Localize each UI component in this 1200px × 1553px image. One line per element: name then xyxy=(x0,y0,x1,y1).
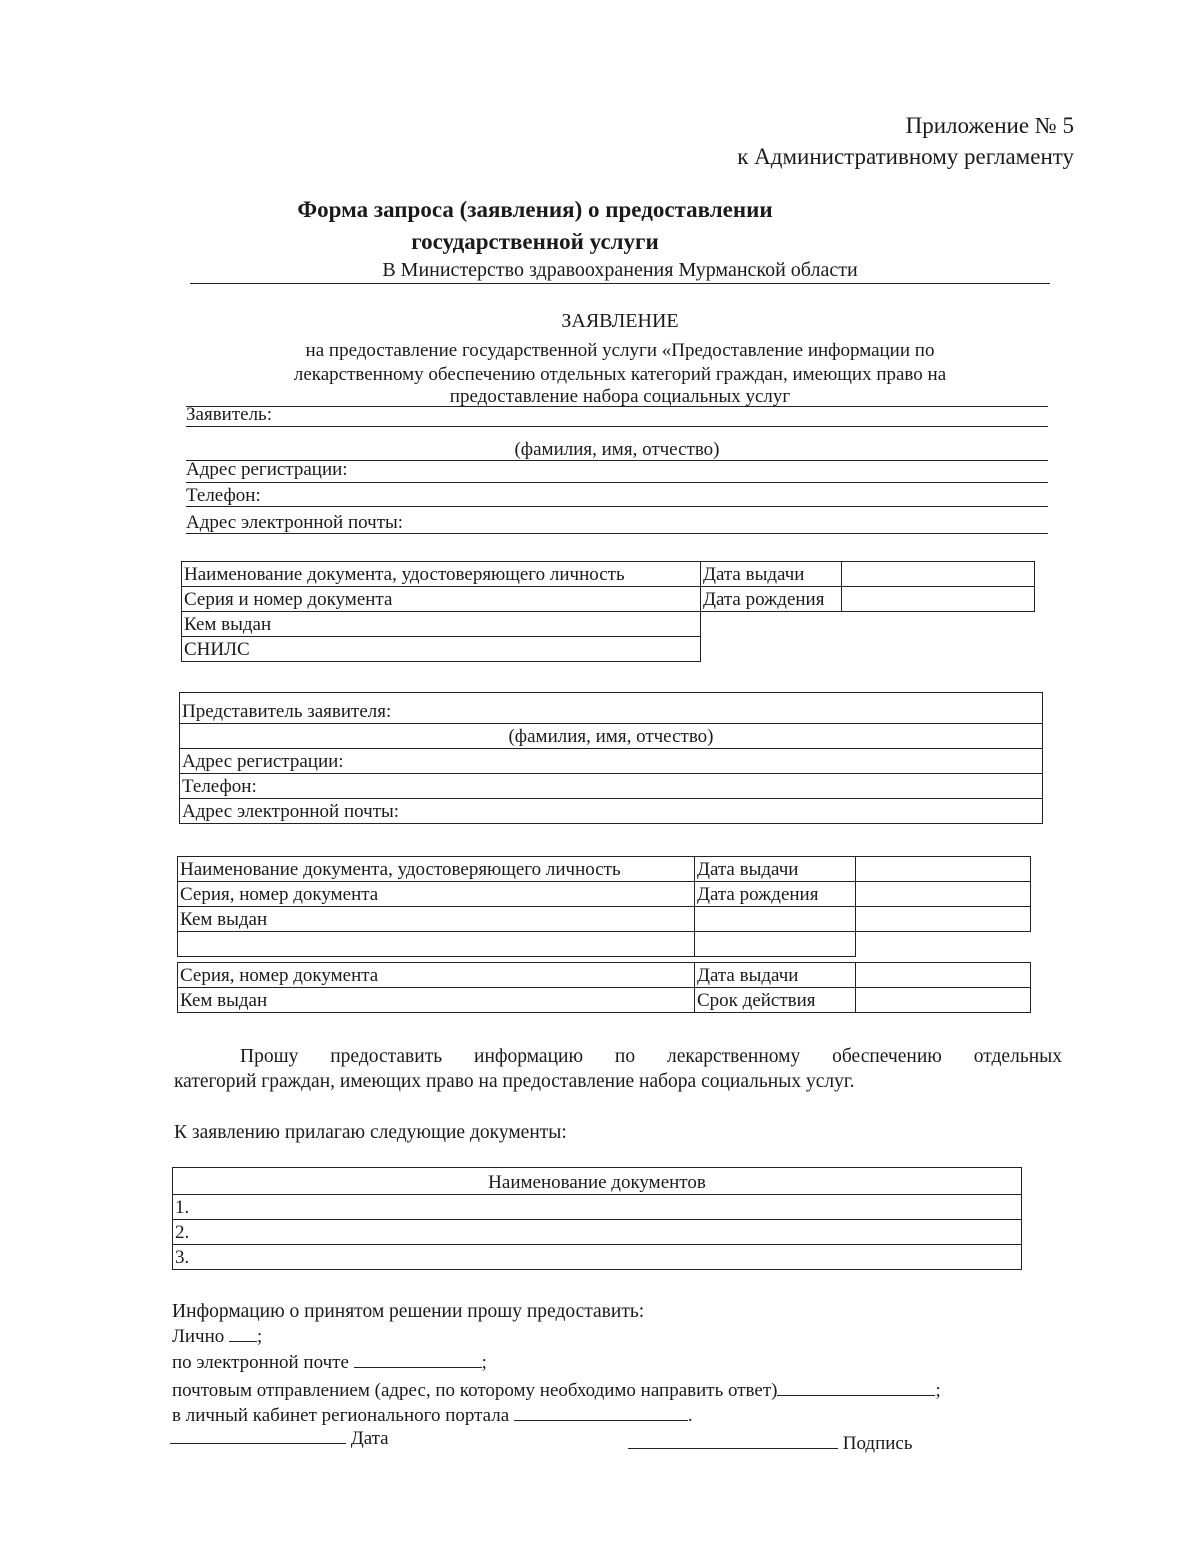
applicant-email-label: Адрес электронной почты: xyxy=(186,512,404,533)
representative-address-label: Адрес регистрации: xyxy=(180,749,1043,774)
empty-cell xyxy=(856,907,1031,932)
empty-cell xyxy=(695,907,856,932)
statement-line1: на предоставление государственной услуги «Предоставление информации по xyxy=(305,340,935,361)
applicant-fio-hint: (фамилия, имя, отчество) xyxy=(514,439,720,460)
delivery-in-person-blank[interactable] xyxy=(229,1325,257,1342)
appendix-number: Приложение № 5 xyxy=(905,113,1074,138)
applicant-address-line[interactable] xyxy=(186,482,1048,483)
statement-underline xyxy=(186,406,1048,407)
form-title-line1: Форма запроса (заявления) о предоставлении xyxy=(297,197,773,222)
delivery-in-person-label: Лично xyxy=(172,1326,225,1347)
empty-cell xyxy=(178,932,695,957)
applicant-issued-by: Кем выдан xyxy=(182,612,701,637)
applicant-birth-date-field[interactable] xyxy=(842,587,1035,612)
delivery-portal-label: в личный кабинет регионального портала xyxy=(172,1405,510,1426)
delivery-email-semicolon: ; xyxy=(481,1352,487,1373)
rep-birth-date-field[interactable] xyxy=(856,882,1031,907)
rep-series-number: Серия, номер документа xyxy=(178,882,695,907)
authority-issued-by: Кем выдан xyxy=(178,988,695,1013)
attachment-row-2[interactable]: 2. xyxy=(173,1220,1022,1245)
authority-validity-label: Срок действия xyxy=(695,988,856,1013)
authority-doc-table xyxy=(177,962,1031,1013)
delivery-in-person-row xyxy=(172,1325,262,1348)
statement-line2: лекарственному обеспечению отдельных категорий граждан, имеющих право на xyxy=(293,364,947,385)
attachment-row-3[interactable]: 3. xyxy=(173,1245,1022,1270)
delivery-email-label: по электронной почте xyxy=(172,1352,349,1373)
statement-line3: предоставление набора социальных услуг xyxy=(449,386,791,407)
applicant-snils: СНИЛС xyxy=(182,637,701,662)
empty-cell xyxy=(701,612,1035,637)
authority-issue-date-label: Дата выдачи xyxy=(695,963,856,988)
form-title-line2: государственной услуги xyxy=(411,229,659,254)
representative-table xyxy=(179,692,1043,824)
delivery-intro: Информацию о принятом решении прошу предоставить: xyxy=(172,1301,645,1322)
rep-issued-by: Кем выдан xyxy=(178,907,695,932)
representative-fio-hint: (фамилия, имя, отчество) xyxy=(180,724,1043,749)
signature-blank[interactable] xyxy=(628,1432,838,1449)
date-blank[interactable] xyxy=(170,1427,346,1444)
empty-cell xyxy=(856,932,1031,957)
rep-birth-date-label: Дата рождения xyxy=(695,882,856,907)
addressee: В Министерство здравоохранения Мурманской области xyxy=(382,259,858,281)
authority-series-number: Серия, номер документа xyxy=(178,963,695,988)
regulation-reference: к Административному регламенту xyxy=(737,144,1074,169)
authority-validity-field[interactable] xyxy=(856,988,1031,1013)
delivery-portal-blank[interactable] xyxy=(514,1404,688,1421)
delivery-email-row xyxy=(172,1351,487,1374)
representative-doc-table xyxy=(177,856,1031,957)
addressee-underline xyxy=(190,283,1050,284)
authority-issue-date-field[interactable] xyxy=(856,963,1031,988)
delivery-email-blank[interactable] xyxy=(354,1351,482,1368)
empty-cell xyxy=(701,637,1035,662)
applicant-doc-name: Наименование документа, удостоверяющего личность xyxy=(182,562,701,587)
representative-phone-label: Телефон: xyxy=(180,774,1043,799)
empty-cell xyxy=(695,932,856,957)
delivery-post-blank[interactable] xyxy=(777,1379,935,1396)
request-paragraph-line2: категорий граждан, имеющих право на предоставление набора социальных услуг. xyxy=(174,1071,855,1092)
attachments-table xyxy=(172,1167,1022,1270)
delivery-in-person-semicolon: ; xyxy=(257,1326,263,1347)
applicant-series-number: Серия и номер документа xyxy=(182,587,701,612)
rep-doc-name: Наименование документа, удостоверяющего личность xyxy=(178,857,695,882)
signature-row xyxy=(628,1432,913,1455)
applicant-line[interactable] xyxy=(186,426,1048,427)
attachments-intro: К заявлению прилагаю следующие документы: xyxy=(174,1122,567,1143)
rep-issue-date-label: Дата выдачи xyxy=(695,857,856,882)
attachments-header: Наименование документов xyxy=(173,1168,1022,1195)
applicant-issue-date-label: Дата выдачи xyxy=(701,562,842,587)
applicant-phone-line[interactable] xyxy=(186,506,1048,507)
statement-title: ЗАЯВЛЕНИЕ xyxy=(561,310,679,332)
applicant-address-label: Адрес регистрации: xyxy=(186,459,348,480)
date-label: Дата xyxy=(350,1428,389,1449)
delivery-portal-period: . xyxy=(687,1405,693,1426)
delivery-post-semicolon: ; xyxy=(935,1380,941,1401)
applicant-doc-table xyxy=(181,561,1035,662)
applicant-issue-date-field[interactable] xyxy=(842,562,1035,587)
applicant-phone-label: Телефон: xyxy=(186,485,261,506)
applicant-email-line[interactable] xyxy=(186,533,1048,534)
delivery-portal-row xyxy=(172,1404,693,1427)
delivery-post-row xyxy=(172,1379,941,1402)
representative-label: Представитель заявителя: xyxy=(180,693,1043,724)
date-row xyxy=(170,1427,389,1450)
attachment-row-1[interactable]: 1. xyxy=(173,1195,1022,1220)
applicant-label: Заявитель: xyxy=(186,404,272,425)
applicant-birth-date-label: Дата рождения xyxy=(701,587,842,612)
request-paragraph-line1: Прошу предоставить информацию по лекарственному обеспечению отдельных xyxy=(240,1046,1062,1067)
delivery-post-label: почтовым отправлением (адрес, по которому необходимо направить ответ) xyxy=(172,1380,778,1401)
rep-issue-date-field[interactable] xyxy=(856,857,1031,882)
signature-label: Подпись xyxy=(842,1433,913,1454)
representative-email-label: Адрес электронной почты: xyxy=(180,799,1043,824)
